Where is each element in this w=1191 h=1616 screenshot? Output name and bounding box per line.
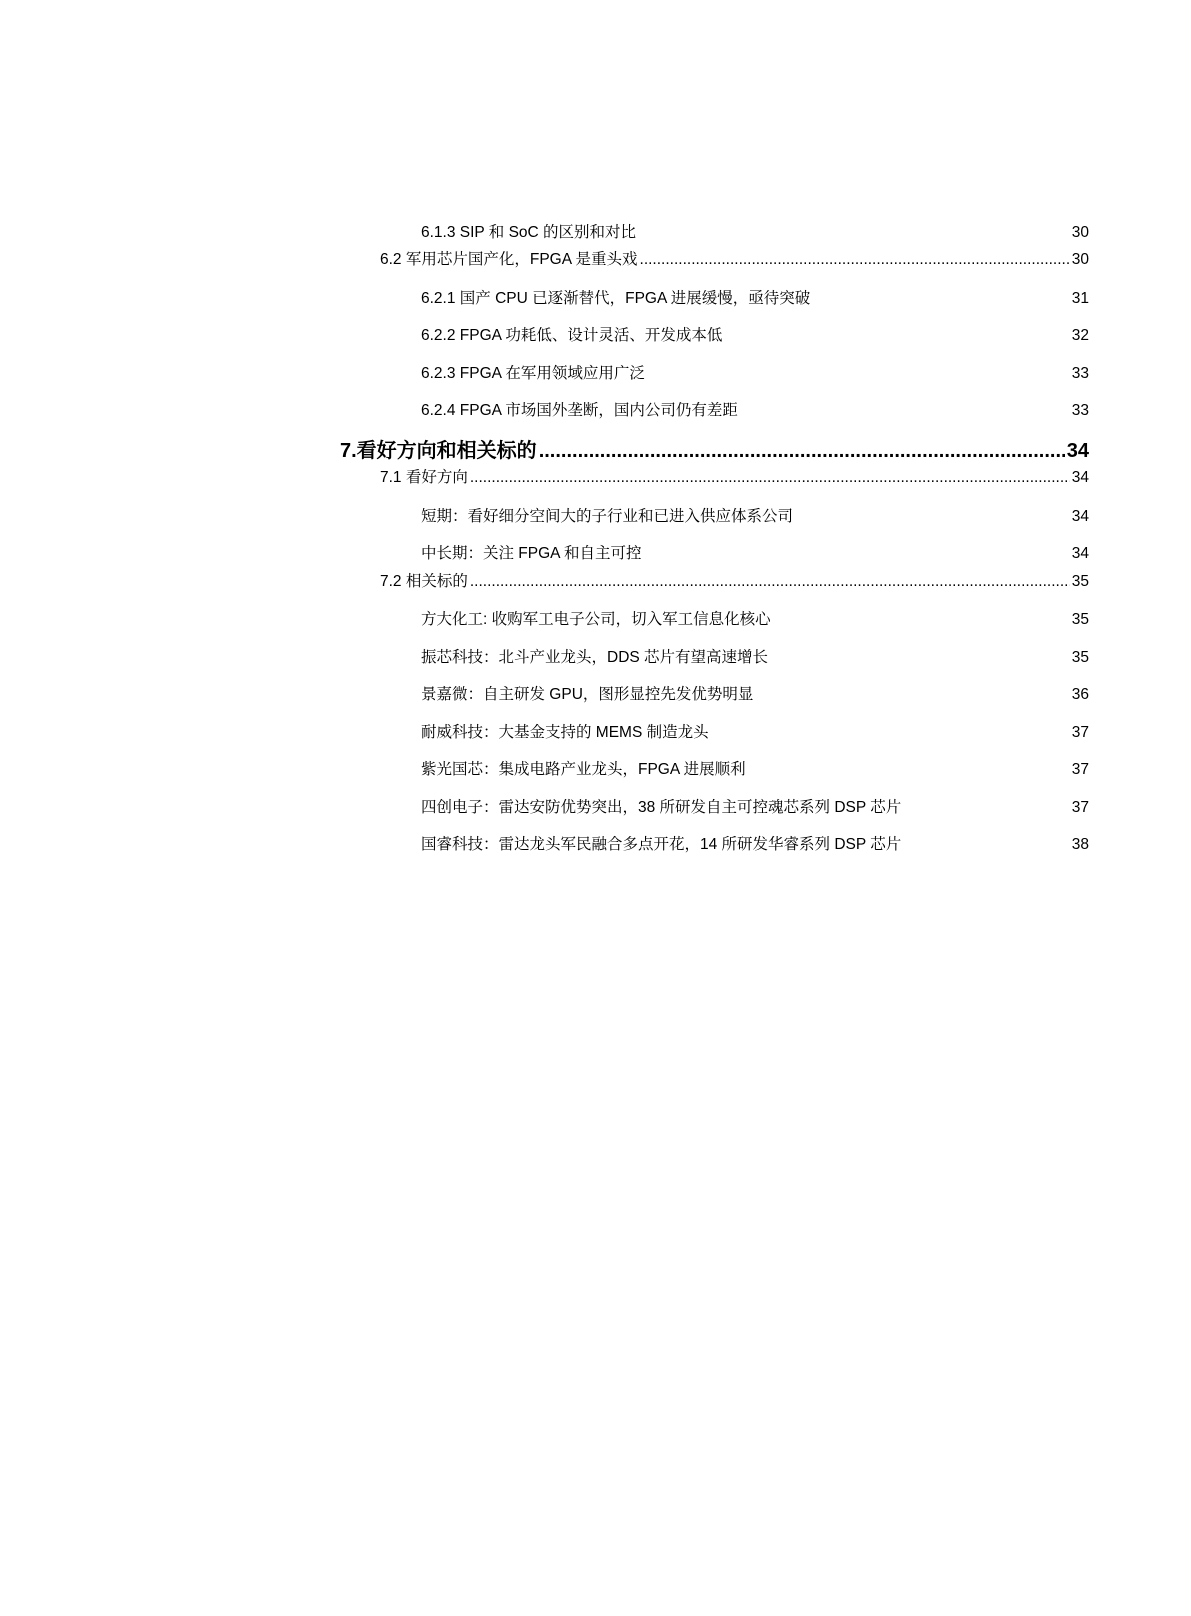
toc-entry-page: 37 bbox=[1071, 724, 1089, 741]
toc-entry-page: 30 bbox=[1071, 224, 1089, 241]
toc-entry-title: 振芯科技：北斗产业龙头，DDS 芯片有望高速增长 bbox=[421, 649, 769, 666]
toc-entry-6-2-4[interactable] bbox=[421, 398, 1089, 420]
toc-entry-title: 6.2 军用芯片国产化，FPGA 是重头戏 bbox=[380, 251, 638, 268]
toc-entry-page: 34 bbox=[1071, 469, 1089, 486]
toc-dot-leader bbox=[470, 573, 1070, 591]
toc-entry-page: 36 bbox=[1071, 686, 1089, 703]
toc-entry-long-term[interactable] bbox=[421, 541, 1089, 563]
toc-entry-6-2-3[interactable] bbox=[421, 361, 1089, 383]
toc-entry-title: 6.1.3 SIP 和 SoC 的区别和对比 bbox=[421, 224, 637, 241]
toc-entry-title: 耐威科技：大基金支持的 MEMS 制造龙头 bbox=[421, 724, 709, 741]
toc-entry-title: 6.2.2 FPGA 功耗低、设计灵活、开发成本低 bbox=[421, 327, 723, 344]
toc-entry-title: 四创电子：雷达安防优势突出，38 所研发自主可控魂芯系列 DSP 芯片 bbox=[421, 799, 902, 816]
toc-entry-title: 7.1 看好方向 bbox=[380, 469, 468, 486]
toc-entry-title: 7.2 相关标的 bbox=[380, 573, 468, 590]
toc-entry-page: 35 bbox=[1071, 573, 1089, 590]
toc-entry-6-1-3[interactable] bbox=[421, 220, 1089, 242]
toc-entry-company-5[interactable] bbox=[421, 757, 1089, 779]
toc-entry-company-3[interactable] bbox=[421, 682, 1089, 704]
toc-entry-page: 35 bbox=[1071, 611, 1089, 628]
toc-entry-page: 33 bbox=[1071, 365, 1089, 382]
toc-entry-page: 38 bbox=[1071, 836, 1089, 853]
toc-entry-page: 32 bbox=[1071, 327, 1089, 344]
toc-entry-page: 30 bbox=[1071, 251, 1089, 268]
toc-entry-page: 34 bbox=[1071, 545, 1089, 562]
toc-entry-title: 6.2.1 国产 CPU 已逐渐替代，FPGA 进展缓慢，亟待突破 bbox=[421, 290, 811, 307]
toc-entry-page: 34 bbox=[1071, 508, 1089, 525]
toc-entry-title: 6.2.3 FPGA 在军用领域应用广泛 bbox=[421, 365, 645, 382]
toc-entry-page: 37 bbox=[1071, 761, 1089, 778]
toc-entry-company-4[interactable] bbox=[421, 720, 1089, 742]
toc-entry-6-2[interactable] bbox=[380, 247, 1089, 269]
toc-entry-title: 国睿科技：雷达龙头军民融合多点开花，14 所研发华睿系列 DSP 芯片 bbox=[421, 836, 902, 853]
toc-entry-title: 方大化工: 收购军工电子公司，切入军工信息化核心 bbox=[421, 611, 771, 628]
toc-entry-page: 33 bbox=[1071, 402, 1089, 419]
toc-entry-page: 35 bbox=[1071, 649, 1089, 666]
toc-entry-7-1[interactable] bbox=[380, 465, 1089, 487]
toc-entry-6-2-2[interactable] bbox=[421, 323, 1089, 345]
toc-entry-short-term[interactable] bbox=[421, 504, 1089, 526]
toc-entry-title: 6.2.4 FPGA 市场国外垄断，国内公司仍有差距 bbox=[421, 402, 738, 419]
toc-entry-company-2[interactable] bbox=[421, 645, 1089, 667]
toc-entry-page: 31 bbox=[1071, 290, 1089, 307]
toc-entry-7[interactable] bbox=[340, 434, 1089, 463]
toc-entry-page: 37 bbox=[1071, 799, 1089, 816]
toc-entry-title: 7.看好方向和相关标的 bbox=[340, 440, 537, 462]
toc-entry-title: 景嘉微：自主研发 GPU，图形显控先发优势明显 bbox=[421, 686, 754, 703]
toc-entry-7-2[interactable] bbox=[380, 569, 1089, 591]
toc-dot-leader bbox=[539, 440, 1065, 463]
toc-dot-leader bbox=[640, 251, 1070, 269]
toc-entry-title: 中长期：关注 FPGA 和自主可控 bbox=[421, 545, 642, 562]
toc-entry-title: 紫光国芯：集成电路产业龙头，FPGA 进展顺利 bbox=[421, 761, 746, 778]
toc-entry-6-2-1[interactable] bbox=[421, 286, 1089, 308]
toc-dot-leader bbox=[470, 469, 1070, 487]
toc-entry-title: 短期：看好细分空间大的子行业和已进入供应体系公司 bbox=[421, 508, 794, 525]
toc-entry-company-1[interactable] bbox=[421, 607, 1089, 629]
toc-entry-company-6[interactable] bbox=[421, 795, 1089, 817]
toc-entry-page: 34 bbox=[1066, 440, 1089, 462]
toc-entry-company-7[interactable] bbox=[421, 832, 1089, 854]
